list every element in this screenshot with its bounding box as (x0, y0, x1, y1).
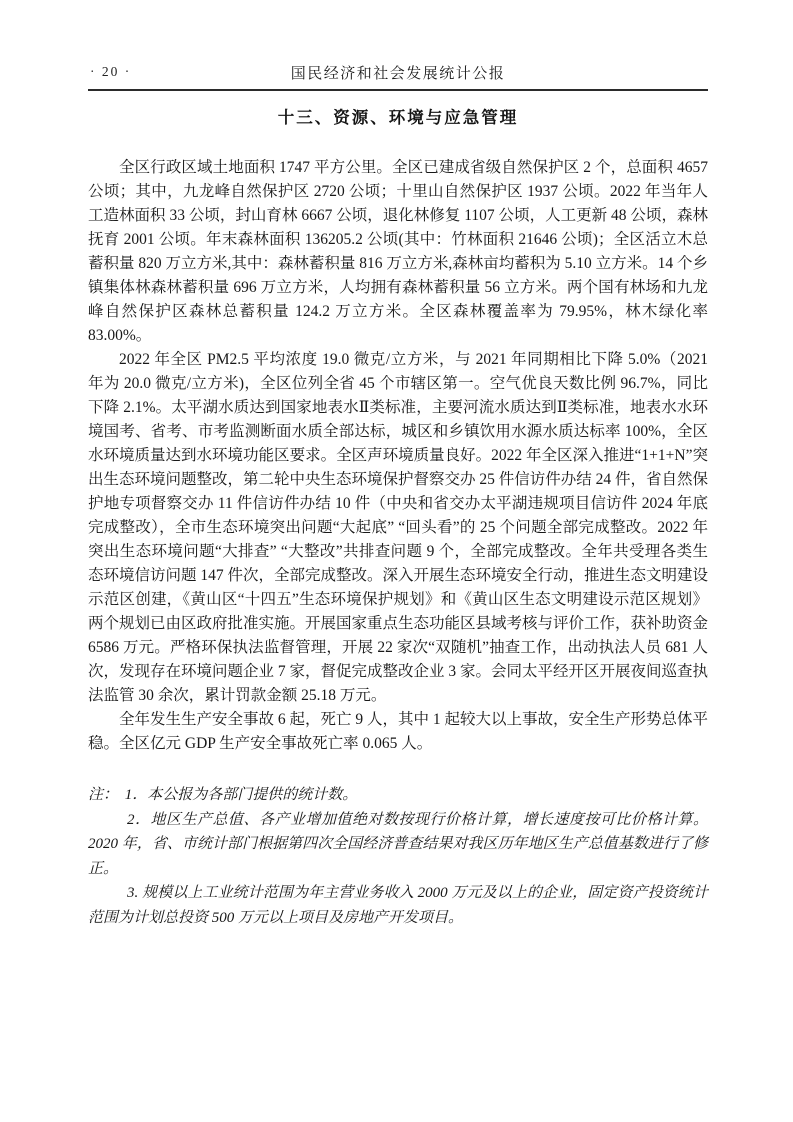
note-text-1: 1．本公报为各部门提供的统计数。 (124, 787, 358, 803)
paragraph-environment-quality: 2022 年全区 PM2.5 平均浓度 19.0 微克/立方米，与 2021 年同期相比下降 5.0%（2021 年为 20.0 微克/立方米)，全区位列全省 45 个市辖区第一。空气优良天数比例 96.7%，同比下降 2.1%。太平湖水质达到国家地表水Ⅱ类标准，主要河流水质达到Ⅱ类标准，地表水水环境国考、省考、市考监测断面水质全部达标，城区和乡镇饮用水源水质达标率 100%，全区水环境质量达到水环境功能区要求。全区声环境质量良好。2022 年全区深入推进“1+1+N”突出生态环境问题整改，第二轮中央生态环境保护督察交办 25 件信访件办结 24 件，省自然保护地专项督察交办 11 件信访件办结 10 件（中央和省交办太平湖违规项目信访件 2024 年底完成整改），全市生态环境突出问题“大起底” “回头看”的 25 个问题全部完成整改。2022 年突出生态环境问题“大排查” “大整改”共排查问题 9 个，全部完成整改。全年共受理各类生态环境信访问题 147 件次，全部完成整改。深入开展生态环境安全行动，推进生态文明建设示范区创建，《黄山区“十四五”生态环境保护规划》和《黄山区生态文明建设示范区规划》两个规划已由区政府批准实施。开展国家重点生态功能区县域考核与评价工作，获补助资金 6586 万元。严格环保执法监督管理，开展 22 家次“双随机”抽查工作，出动执法人员 681 人次，发现存在环境问题企业 7 家，督促完成整改企业 3 家。会同太平经开区开展夜间巡查执法监管 30 余次，累计罚款金额 25.18 万元。 (88, 351, 709, 704)
section-title: 十三、资源、环境与应急管理 (277, 109, 519, 127)
body-text (88, 156, 708, 756)
header-rule (88, 89, 708, 91)
notes-block (88, 783, 708, 930)
note-item-1 (88, 783, 708, 808)
report-title: 国民经济和社会发展统计公报 (290, 65, 506, 82)
note-item-3: 3. 规模以上工业统计范围为年主营业务收入 2000 万元及以上的企业，固定资产投资统计范围为计划总投资 500 万元以上项目及房地产开发项目。 (88, 885, 708, 926)
paragraph-production-safety: 全年发生生产安全事故 6 起，死亡 9 人，其中 1 起较大以上事故，安全生产形势总体平稳。全区亿元 GDP 生产安全事故死亡率 0.065 人。 (88, 711, 709, 752)
paragraph-land-and-forest: 全区行政区域土地面积 1747 平方公里。全区已建成省级自然保护区 2 个，总面积 4657 公顷；其中，九龙峰自然保护区 2720 公顷；十里山自然保护区 1937 公顷。2022 年当年人工造林面积 33 公顷，封山育林 6667 公顷，退化林修复 1107 公顷，人工更新 48 公顷，森林抚育 2001 公顷。年末森林面积 136205.2 公顷(其中：竹林面积 21646 公顷)；全区活立木总蓄积量 820 万立方米,其中：森林蓄积量 816 万立方米,森林亩均蓄积为 5.10 立方米。14 个乡镇集体林森林蓄积量 696 万立方米，人均拥有森林蓄积量 56 立方米。两个国有林场和九龙峰自然保护区森林总蓄积量 124.2 万立方米。全区森林覆盖率为 79.95%，林木绿化率 83.00%。 (88, 159, 709, 344)
note-item-2: 2．地区生产总值、各产业增加值绝对数按现行价格计算，增长速度按可比价格计算。2020 年，省、市统计部门根据第四次全国经济普查结果对我区历年地区生产总值基数进行了修正。 (88, 811, 708, 877)
page-number: · 20 · (90, 64, 132, 79)
running-header (88, 62, 708, 84)
note-prefix: 注： (88, 787, 119, 803)
